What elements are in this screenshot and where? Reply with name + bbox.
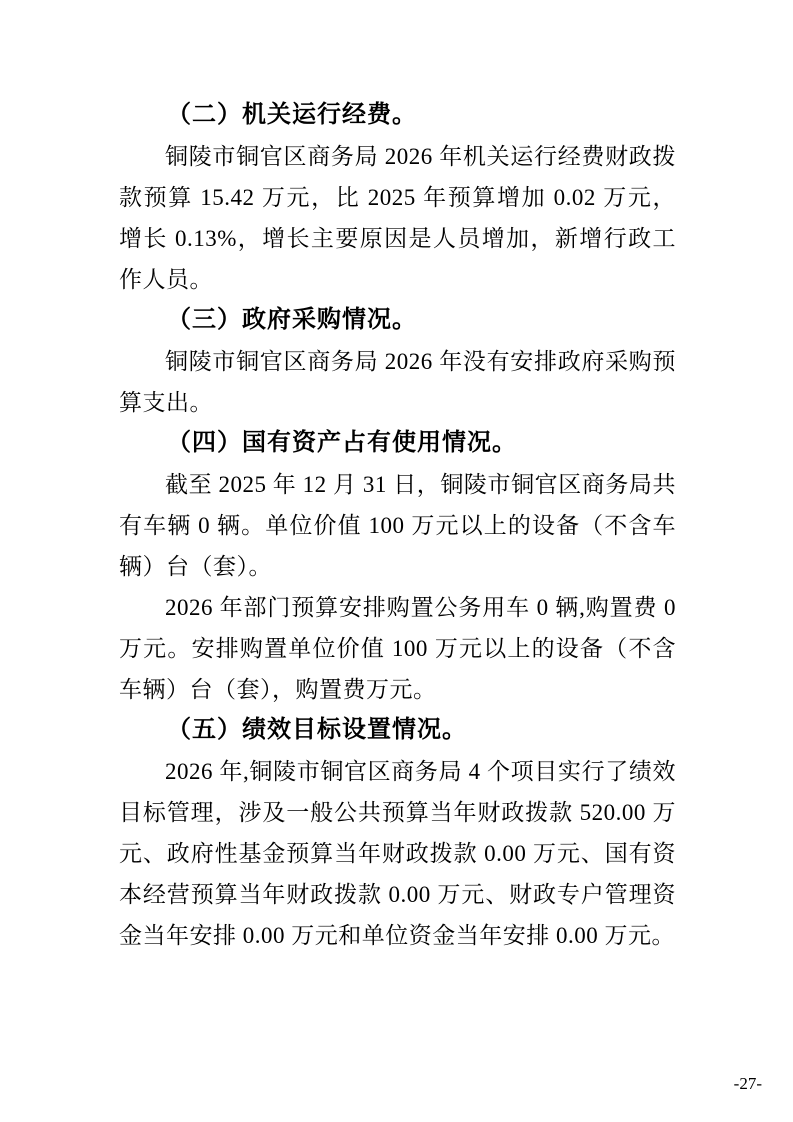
paragraph: 2026 年,铜陵市铜官区商务局 4 个项目实行了绩效目标管理，涉及一般公共预算当年财政拨款 520.00 万元、政府性基金预算当年财政拨款 0.00 万元、国有资本经营预算当年财政拨款 0.00 万元、财政专户管理资金当年安排 0.00 万元和单位资金当年安排 0.00 万元。 <box>119 759 676 948</box>
page-number: -27- <box>733 1074 762 1093</box>
section-heading-agency-operating-expenses: （二）机关运行经费。 <box>167 102 417 128</box>
paragraph: 截至 2025 年 12 月 31 日，铜陵市铜官区商务局共有车辆 0 辆。单位价值 100 万元以上的设备（不含车辆）台（套）。 <box>119 472 676 579</box>
paragraph: 2026 年部门预算安排购置公务用车 0 辆,购置费 0 万元。安排购置单位价值 100 万元以上的设备（不含车辆）台（套），购置费万元。 <box>119 595 676 702</box>
section-heading-performance-targets: （五）绩效目标设置情况。 <box>167 717 467 743</box>
section-heading-government-procurement: （三）政府采购情况。 <box>167 307 417 333</box>
section-heading-state-owned-assets: （四）国有资产占有使用情况。 <box>167 430 517 456</box>
document-body <box>119 95 676 956</box>
paragraph: 铜陵市铜官区商务局 2026 年没有安排政府采购预算支出。 <box>119 349 676 415</box>
paragraph: 铜陵市铜官区商务局 2026 年机关运行经费财政拨款预算 15.42 万元，比 2025 年预算增加 0.02 万元，增长 0.13%，增长主要原因是人员增加，新增行政工作人员。 <box>119 144 676 292</box>
